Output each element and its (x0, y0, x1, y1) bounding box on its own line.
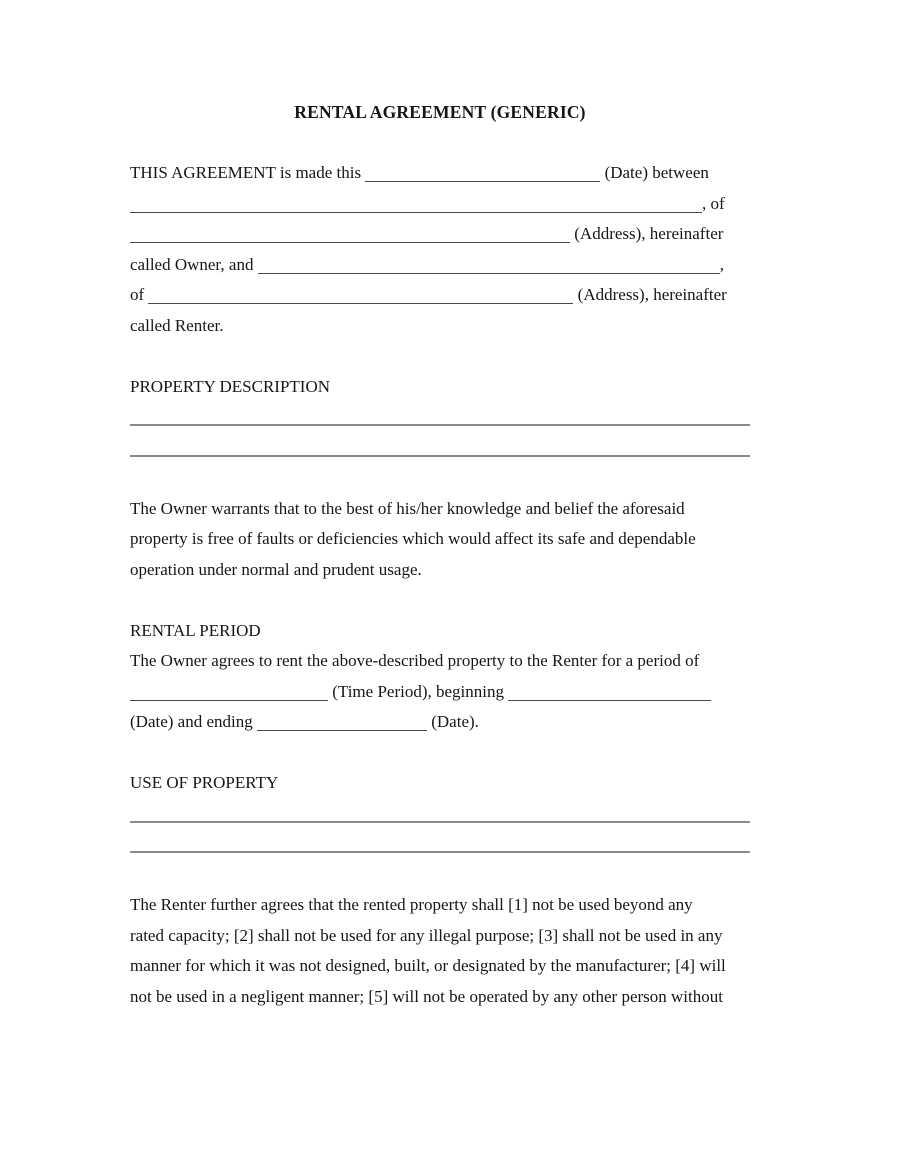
intro-line-1 (130, 158, 750, 189)
intro-line-2 (130, 189, 750, 220)
beginning-date-blank-field (508, 700, 711, 701)
warranty-paragraph (130, 494, 750, 586)
rental-period-line-3 (130, 707, 750, 738)
use-of-property-blank-line-1 (130, 821, 750, 823)
intro-line-5-pre: of (130, 285, 149, 304)
use-of-property-rule-row-2 (130, 829, 750, 860)
rental-period-heading: RENTAL PERIOD (130, 620, 261, 640)
intro-line-3-post: (Address), hereinafter (570, 224, 724, 243)
owner-address-blank-field (130, 242, 570, 243)
renter-terms-paragraph (130, 890, 750, 1012)
rental-period-line-2-mid: (Time Period), beginning (328, 681, 509, 701)
warranty-line-1: The Owner warrants that to the best of his/her knowledge and belief the aforesaid (130, 498, 685, 518)
owner-name-blank-field (130, 212, 702, 213)
intro-line-5 (130, 280, 750, 311)
renter-terms-line-4: not be used in a negligent manner; [5] will not be operated by any other person without (130, 986, 723, 1006)
intro-line-4 (130, 250, 750, 281)
use-of-property-blank-line-2 (130, 851, 750, 853)
renter-terms-line-1: The Renter further agrees that the rented property shall [1] not be used beyond any (130, 895, 693, 914)
property-description-rule-row-2 (130, 433, 750, 464)
intro-line-4-post: , (719, 254, 724, 274)
intro-line-1-pre: THIS AGREEMENT is made this (130, 163, 366, 182)
property-description-heading: PROPERTY DESCRIPTION (130, 376, 331, 396)
intro-paragraph (130, 158, 750, 341)
time-period-blank-field (130, 700, 328, 701)
rental-period-line-3-post: (Date). (426, 712, 479, 731)
rental-period-line-3-pre: (Date) and ending (130, 712, 257, 731)
renter-terms-line-3: manner for which it was not designed, built, or designated by the manufacturer; [4] will (130, 956, 726, 975)
rental-period-line-2 (130, 677, 750, 708)
use-of-property-section (130, 768, 750, 860)
warranty-line-2: property is free of faults or deficiencies which would affect its safe and dependable (130, 529, 696, 548)
date-blank-field (365, 181, 600, 182)
intro-line-3 (130, 219, 750, 250)
property-description-blank-line-1 (130, 424, 750, 426)
renter-name-blank-field (258, 273, 720, 274)
property-description-blank-line-2 (130, 455, 750, 457)
intro-line-2-post: , of (702, 193, 725, 213)
intro-line-5-post: (Address), hereinafter (573, 285, 727, 304)
property-description-rule-row-1 (130, 402, 750, 433)
renter-terms-line-2: rated capacity; [2] shall not be used for any illegal purpose; [3] shall not be used in any (130, 925, 723, 945)
document-title: RENTAL AGREEMENT (GENERIC) (294, 102, 586, 122)
rental-period-line-1: The Owner agrees to rent the above-described property to the Renter for a period of (130, 651, 700, 670)
rental-period-section (130, 616, 750, 738)
warranty-line-3: operation under normal and prudent usage. (130, 559, 422, 579)
renter-address-blank-field (148, 303, 573, 304)
intro-line-4-pre: called Owner, and (130, 254, 258, 274)
use-of-property-heading: USE OF PROPERTY (130, 773, 279, 792)
ending-date-blank-field (257, 730, 427, 731)
intro-line-6: called Renter. (130, 315, 224, 335)
property-description-section (130, 372, 750, 464)
intro-line-1-post: (Date) between (600, 163, 709, 182)
use-of-property-rule-row-1 (130, 799, 750, 830)
